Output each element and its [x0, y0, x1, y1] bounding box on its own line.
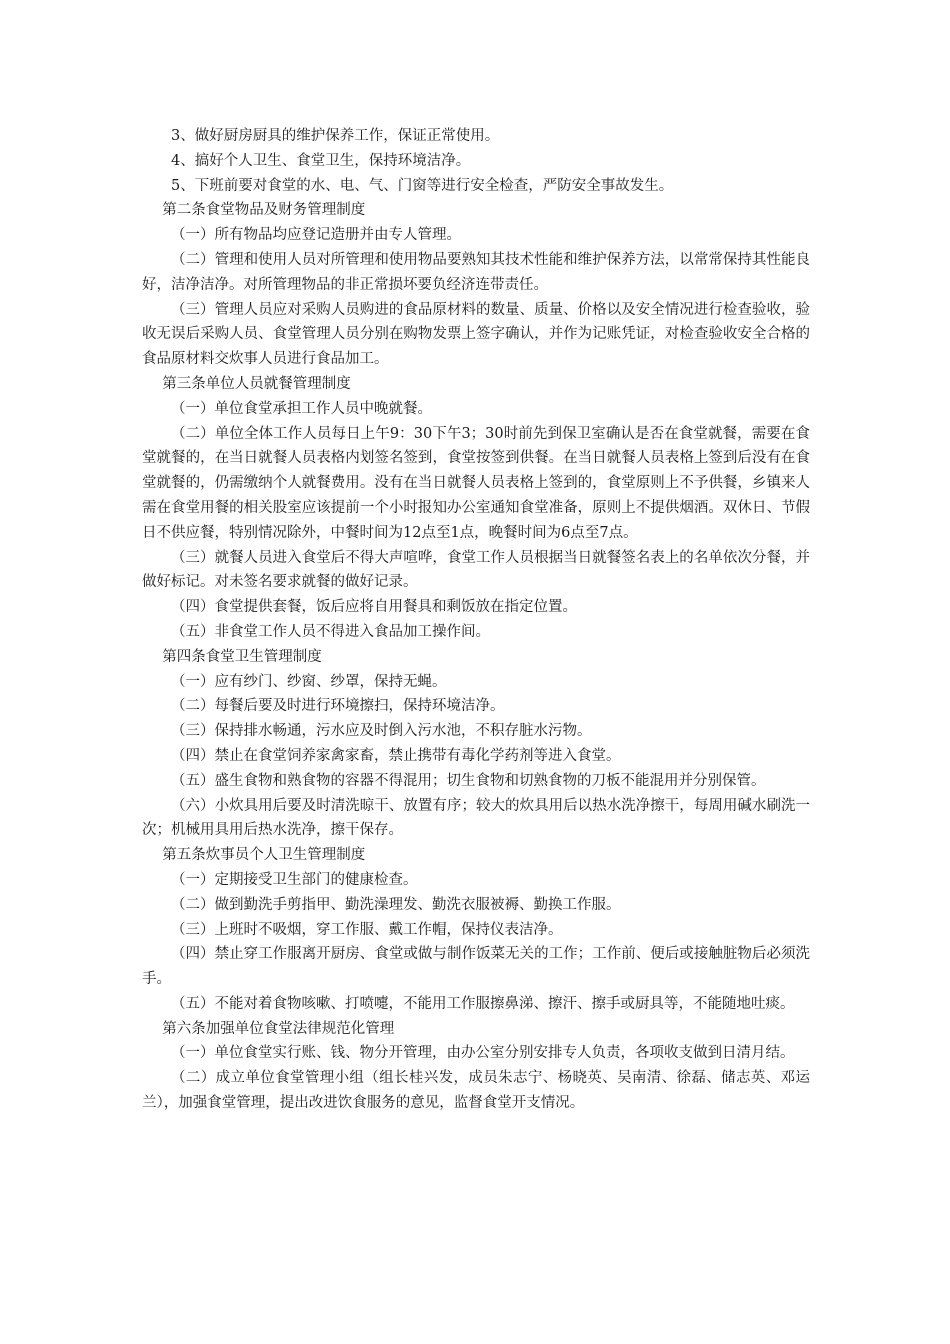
- paragraph: （二）每餐后要及时进行环境擦扫，保持环境洁净。: [171, 698, 505, 715]
- paragraph: （四）食堂提供套餐，饭后应将自用餐具和剩饭放在指定位置。: [171, 599, 577, 616]
- paragraph: （二）成立单位食堂管理小组（组长桂兴发，成员朱志宁、杨晓英、吴南清、徐磊、储志英、邓运兰），加强食堂管理，提出改进饮食服务的意见，监督食堂开支情况。: [142, 1070, 810, 1112]
- paragraph: 4、搞好个人卫生、食堂卫生，保持环境洁净。: [171, 152, 471, 169]
- document-page: [142, 124, 810, 1116]
- paragraph: （四）禁止穿工作服离开厨房、食堂或做与制作饭菜无关的工作；工作前、便后或接触脏物后必须洗手。: [142, 946, 810, 988]
- section-heading: 第五条炊事员个人卫生管理制度: [162, 847, 366, 864]
- paragraph: （三）上班时不吸烟，穿工作服、戴工作帽，保持仪表洁净。: [171, 921, 563, 938]
- section-heading: 第四条食堂卫生管理制度: [162, 648, 322, 665]
- paragraph: 5、下班前要对食堂的水、电、气、门窗等进行安全检查，严防安全事故发生。: [171, 177, 674, 194]
- section-heading: 第二条食堂物品及财务管理制度: [162, 202, 366, 219]
- paragraph: （一）应有纱门、纱窗、纱罩，保持无蝇。: [171, 673, 447, 690]
- paragraph: （一）单位食堂承担工作人员中晚就餐。: [171, 400, 432, 417]
- paragraph: （二）管理和使用人员对所管理和使用物品要熟知其技术性能和维护保养方法，以常常保持其性能良好，洁净洁净。对所管理物品的非正常损坏要负经济连带责任。: [142, 251, 810, 293]
- paragraph: 3、做好厨房厨具的维护保养工作，保证正常使用。: [171, 128, 500, 144]
- paragraph: （五）盛生食物和熟食物的容器不得混用；切生食物和切熟食物的刀板不能混用并分别保管。: [171, 772, 766, 789]
- section-heading: 第三条单位人员就餐管理制度: [162, 375, 351, 392]
- paragraph: （三）管理人员应对采购人员购进的食品原材料的数量、质量、价格以及安全情况进行检查验收，验收无误后采购人员、食堂管理人员分别在购物发票上签字确认，并作为记账凭证，对检查验收安全合格的食品原材料交炊事人员进行食品加工。: [142, 301, 810, 368]
- paragraph: （三）就餐人员进入食堂后不得大声喧哗，食堂工作人员根据当日就餐签名表上的名单依次分餐，并做好标记。对未签名要求就餐的做好记录。: [142, 549, 810, 591]
- paragraph: （一）所有物品均应登记造册并由专人管理。: [171, 227, 461, 244]
- paragraph: （五）不能对着食物咳嗽、打喷嚏，不能用工作服擦鼻涕、擦汗、擦手或厨具等，不能随地吐痰。: [171, 995, 795, 1012]
- paragraph: （一）单位食堂实行账、钱、物分开管理，由办公室分别安排专人负责，各项收支做到日清月结。: [171, 1045, 795, 1062]
- paragraph: （二）做到勤洗手剪指甲、勤洗澡理发、勤洗衣服被褥、勤换工作服。: [171, 896, 621, 913]
- section-heading: 第六条加强单位食堂法律规范化管理: [162, 1020, 395, 1037]
- paragraph: （二）单位全体工作人员每日上午9：30下午3；30时前先到保卫室确认是否在食堂就餐，需要在食堂就餐的，在当日就餐人员表格内划签名签到，食堂按签到供餐。在当日就餐人员表格上签到后没有在食堂就餐的，仍需缴纳个人就餐费用。没有在当日就餐人员表格上签到的，食堂原则上不予供餐，乡镇来人需在食堂用餐的相关股室应该提前一个小时报知办公室通知食堂准备，原则上不提供烟酒。双休日、节假日不供应餐，特别情况除外，中餐时间为12点至1点，晚餐时间为6点至7点。: [142, 425, 810, 541]
- paragraph: （一）定期接受卫生部门的健康检查。: [171, 871, 418, 888]
- paragraph: （四）禁止在食堂饲养家禽家畜，禁止携带有毒化学药剂等进入食堂。: [171, 747, 621, 764]
- paragraph: （三）保持排水畅通，污水应及时倒入污水池，不积存脏水污物。: [171, 723, 592, 740]
- paragraph: （五）非食堂工作人员不得进入食品加工操作间。: [171, 623, 490, 640]
- paragraph: （六）小炊具用后要及时清洗晾干、放置有序；较大的炊具用后以热水洗净擦干，每周用碱水刷洗一次；机械用具用后热水洗净，擦干保存。: [142, 797, 810, 839]
